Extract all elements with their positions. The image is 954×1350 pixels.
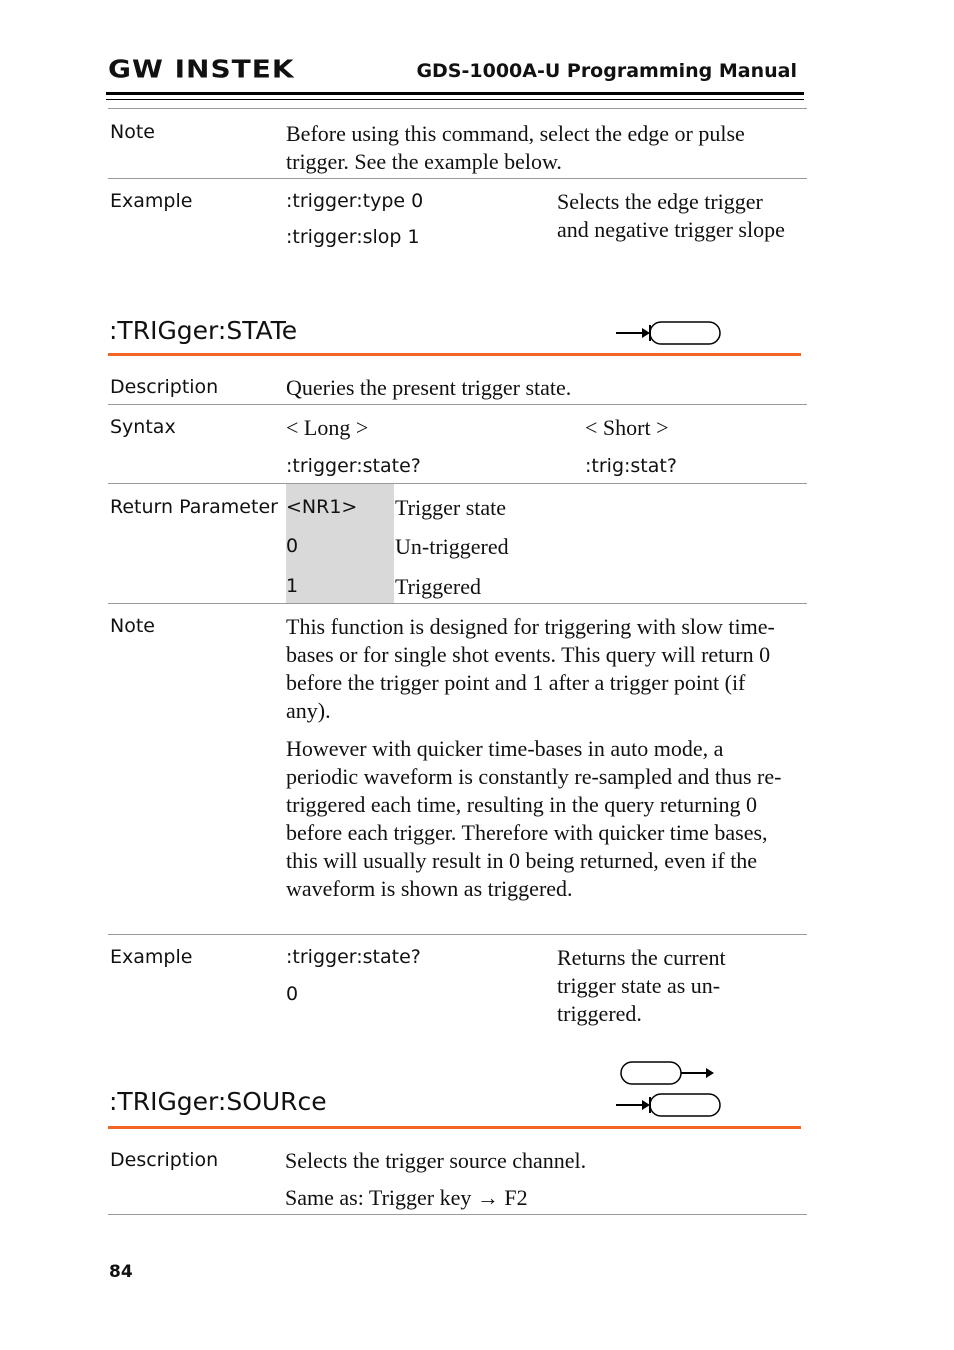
query-icon	[614, 318, 724, 348]
divider	[108, 603, 807, 604]
return-param: 0	[286, 535, 299, 557]
section-heading: :TRIGger:STATe	[109, 316, 298, 345]
note-paragraph: However with quicker time-bases in auto mode, a periodic waveform is constantly re-sampled and thus re-triggered each time, resulting in the query returning 0 before each trigger. Therefore with quicker time bases, this will usually result in 0 being returned, even if the waveform is shown as triggered.	[286, 736, 782, 901]
divider	[108, 108, 807, 109]
return-desc: Un-triggered	[395, 534, 509, 559]
description-label: Description	[110, 376, 219, 398]
note-label: Note	[110, 121, 155, 143]
example-label: Example	[110, 190, 193, 212]
same-as-text: Same as: Trigger key → F2	[285, 1185, 528, 1210]
syntax-long-header: < Long >	[286, 415, 369, 440]
header-rule-thin	[106, 99, 804, 100]
example-command: :trigger:slop 1	[286, 226, 420, 248]
section-rule	[108, 1126, 801, 1129]
section-heading: :TRIGger:SOURce	[109, 1087, 327, 1116]
note-label: Note	[110, 615, 155, 637]
divider	[108, 178, 807, 179]
example-result: 0	[286, 983, 299, 1005]
divider	[108, 404, 807, 405]
return-desc: Trigger state	[395, 495, 507, 520]
return-param: <NR1>	[286, 496, 358, 518]
return-param: 1	[286, 575, 299, 597]
example-description: Selects the edge trigger and negative trigger slope	[557, 189, 785, 242]
note-text: Before using this command, select the edge or pulse trigger. See the example below.	[286, 121, 745, 174]
description-text: Queries the present trigger state.	[286, 375, 572, 400]
description-label: Description	[110, 1149, 219, 1171]
return-parameter-label: Return Parameter	[110, 496, 278, 518]
divider	[108, 934, 807, 935]
example-description: Returns the current trigger state as un-triggered.	[557, 945, 726, 1026]
divider	[108, 483, 807, 484]
divider	[108, 1214, 807, 1215]
syntax-short-command: :trig:stat?	[585, 455, 677, 477]
example-label: Example	[110, 946, 193, 968]
example-command: :trigger:type 0	[286, 190, 424, 212]
gw-instek-logo: GW INSTEK	[108, 54, 295, 84]
page-number: 84	[109, 1262, 133, 1282]
syntax-short-header: < Short >	[585, 415, 669, 440]
example-command: :trigger:state?	[286, 946, 421, 968]
query-icon	[614, 1090, 724, 1120]
header-rule-thick	[106, 92, 804, 95]
syntax-long-command: :trigger:state?	[286, 455, 421, 477]
note-paragraph: This function is designed for triggering with slow time-bases or for single shot events. This query will return 0 before the trigger point and 1 after a trigger point (if any).	[286, 614, 775, 723]
set-icon	[618, 1059, 722, 1087]
return-desc: Triggered	[395, 574, 481, 599]
description-text: Selects the trigger source channel.	[285, 1148, 587, 1173]
manual-title: GDS-1000A-U Programming Manual	[416, 60, 797, 82]
section-rule	[108, 353, 801, 356]
syntax-label: Syntax	[110, 416, 176, 438]
